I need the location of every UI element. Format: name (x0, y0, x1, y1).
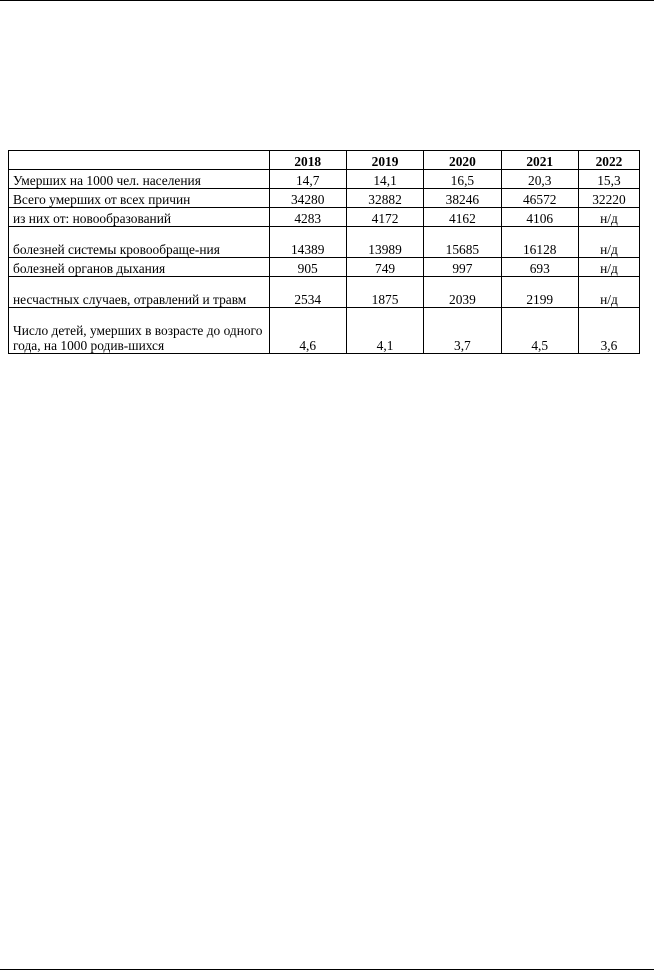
table-cell: 4106 (501, 208, 578, 227)
table-cell: 997 (424, 258, 501, 277)
header-year-2019: 2019 (346, 151, 423, 170)
mortality-table (8, 150, 640, 354)
table-cell: 15,3 (578, 170, 639, 189)
table-cell: 749 (346, 258, 423, 277)
table-cell: н/д (578, 208, 639, 227)
table-row (9, 277, 640, 308)
row-label: болезней системы кровообраще-ния (9, 227, 270, 258)
header-row (9, 151, 640, 170)
header-year-2018: 2018 (269, 151, 346, 170)
table-cell: 2534 (269, 277, 346, 308)
header-label-cell (9, 151, 270, 170)
table-row (9, 227, 640, 258)
table-cell: н/д (578, 258, 639, 277)
table-cell: 4,6 (269, 308, 346, 354)
table-cell: 2039 (424, 277, 501, 308)
table-cell: 38246 (424, 189, 501, 208)
header-year-2020: 2020 (424, 151, 501, 170)
table-cell: 16,5 (424, 170, 501, 189)
row-label: Всего умерших от всех причин (9, 189, 270, 208)
table-cell: 905 (269, 258, 346, 277)
table-cell: 2199 (501, 277, 578, 308)
table-cell: 16128 (501, 227, 578, 258)
row-label: несчастных случаев, отравлений и травм (9, 277, 270, 308)
table-cell: 32220 (578, 189, 639, 208)
table-row (9, 189, 640, 208)
table-cell: 13989 (346, 227, 423, 258)
table-cell: 14,7 (269, 170, 346, 189)
table-cell: 4172 (346, 208, 423, 227)
header-year-2022: 2022 (578, 151, 639, 170)
row-label: из них от: новообразований (9, 208, 270, 227)
table-cell: 1875 (346, 277, 423, 308)
table-cell: 20,3 (501, 170, 578, 189)
bottom-rule (0, 969, 654, 970)
table-cell: 34280 (269, 189, 346, 208)
table-cell: н/д (578, 277, 639, 308)
table-cell: 14,1 (346, 170, 423, 189)
table-row (9, 258, 640, 277)
table-row (9, 308, 640, 354)
table-cell: н/д (578, 227, 639, 258)
top-rule (0, 0, 654, 1)
table-cell: 693 (501, 258, 578, 277)
table-cell: 14389 (269, 227, 346, 258)
header-year-2021: 2021 (501, 151, 578, 170)
row-label: Умерших на 1000 чел. населения (9, 170, 270, 189)
table-cell: 4283 (269, 208, 346, 227)
table-cell: 4,5 (501, 308, 578, 354)
row-label: Число детей, умерших в возрасте до одного года, на 1000 родив-шихся (9, 308, 270, 354)
table-cell: 3,6 (578, 308, 639, 354)
row-label: болезней органов дыхания (9, 258, 270, 277)
table-row (9, 208, 640, 227)
table-cell: 32882 (346, 189, 423, 208)
table-cell: 4,1 (346, 308, 423, 354)
table-cell: 4162 (424, 208, 501, 227)
table-row (9, 170, 640, 189)
table-cell: 15685 (424, 227, 501, 258)
table-cell: 46572 (501, 189, 578, 208)
table-cell: 3,7 (424, 308, 501, 354)
